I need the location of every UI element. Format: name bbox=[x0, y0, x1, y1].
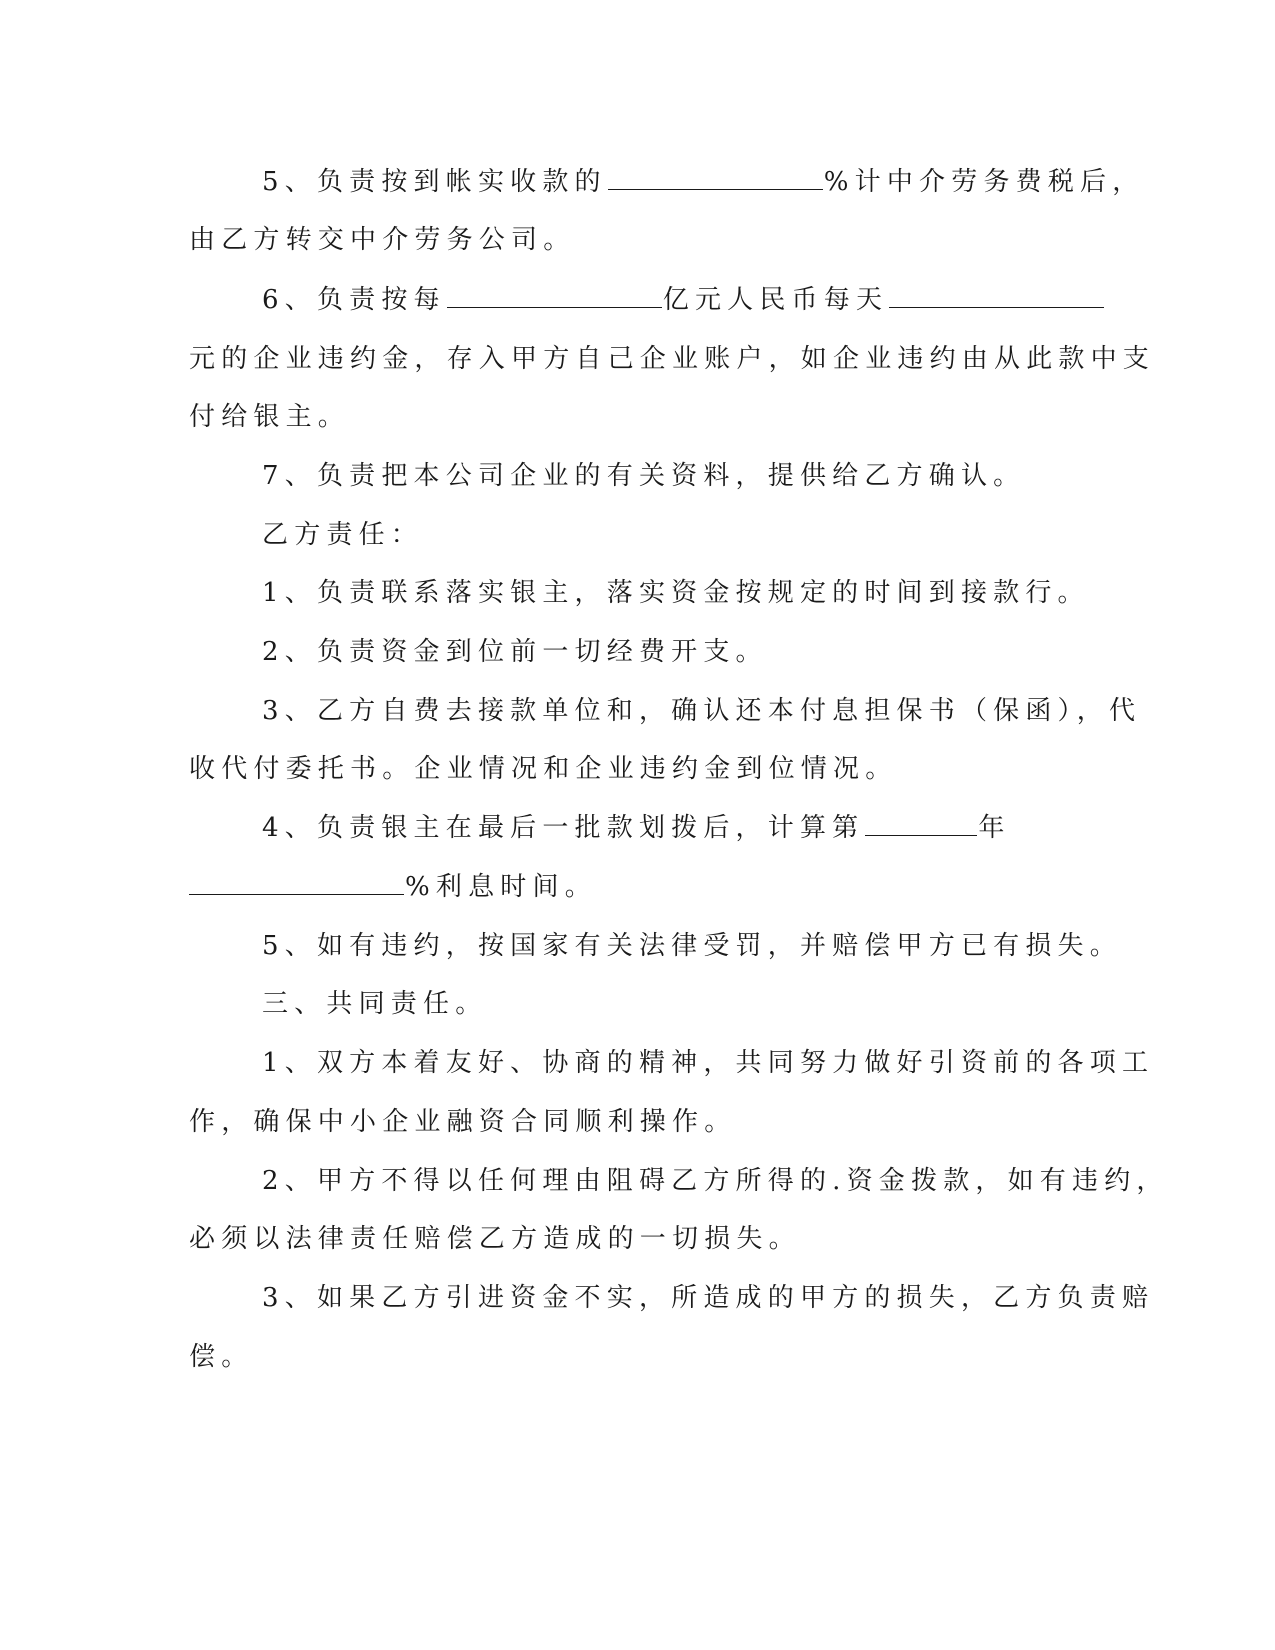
joint-item-2-line-1: 2、甲方不得以任何理由阻碍乙方所得的.资金拨款，如有违约， bbox=[262, 1166, 1169, 1196]
joint-item-1-line-2: 作，确保中小企业融资合同顺利操作。 bbox=[189, 1107, 737, 1137]
item-5-text-after: %计中介劳务费税后， bbox=[823, 167, 1145, 197]
joint-heading: 三、共同责任。 bbox=[262, 989, 488, 1019]
party-b-item-3-line-1: 3、乙方自费去接款单位和，确认还本付息担保书（保函），代 bbox=[262, 696, 1142, 726]
item-5-text: 5、负责按到帐实收款的 bbox=[262, 167, 607, 197]
fill-blank-daily-fee[interactable] bbox=[889, 281, 1104, 308]
joint-item-1-line-1: 1、双方本着友好、协商的精神，共同努力做好引资前的各项工 bbox=[262, 1048, 1155, 1078]
party-b-item-4-line-2 bbox=[189, 867, 1059, 907]
item-7: 7、负责把本公司企业的有关资料，提供给乙方确认。 bbox=[262, 461, 1026, 491]
item-6-line-1 bbox=[262, 280, 1132, 320]
party-b-item-3-line-2: 收代付委托书。企业情况和企业违约金到位情况。 bbox=[189, 754, 898, 784]
fill-blank-percent[interactable] bbox=[608, 163, 823, 190]
item-5-line-2: 由乙方转交中介劳务公司。 bbox=[189, 225, 576, 255]
item-6-text: 6、负责按每 bbox=[262, 285, 446, 315]
joint-item-3-line-2: 偿。 bbox=[189, 1342, 254, 1372]
item-6-line-2: 元的企业违约金，存入甲方自己企业账户，如企业违约由从此款中支 bbox=[189, 344, 1156, 374]
party-b-item-2: 2、负责资金到位前一切经费开支。 bbox=[262, 637, 768, 667]
fill-blank-year[interactable] bbox=[865, 809, 977, 836]
joint-item-3-line-1: 3、如果乙方引进资金不实，所造成的甲方的损失，乙方负责赔 bbox=[262, 1283, 1155, 1313]
fill-blank-amount[interactable] bbox=[447, 281, 662, 308]
party-b-item-4-text-after: 年 bbox=[978, 813, 1011, 843]
fill-blank-interest[interactable] bbox=[189, 868, 404, 895]
joint-item-2-line-2: 必须以法律责任赔偿乙方造成的一切损失。 bbox=[189, 1224, 801, 1254]
item-5-line-1 bbox=[262, 162, 1145, 202]
party-b-item-4-text: 4、负责银主在最后一批款划拨后，计算第 bbox=[262, 813, 865, 843]
item-6-text-middle: 亿元人民币每天 bbox=[662, 285, 889, 315]
party-b-item-4-line-1 bbox=[262, 808, 1132, 848]
item-6-line-3: 付给银主。 bbox=[189, 402, 351, 432]
party-b-heading: 乙方责任： bbox=[262, 520, 424, 550]
party-b-item-4-line-2-text: %利息时间。 bbox=[405, 872, 597, 902]
party-b-item-1: 1、负责联系落实银主，落实资金按规定的时间到接款行。 bbox=[262, 578, 1090, 608]
party-b-item-5: 5、如有违约，按国家有关法律受罚，并赔偿甲方已有损失。 bbox=[262, 931, 1122, 961]
